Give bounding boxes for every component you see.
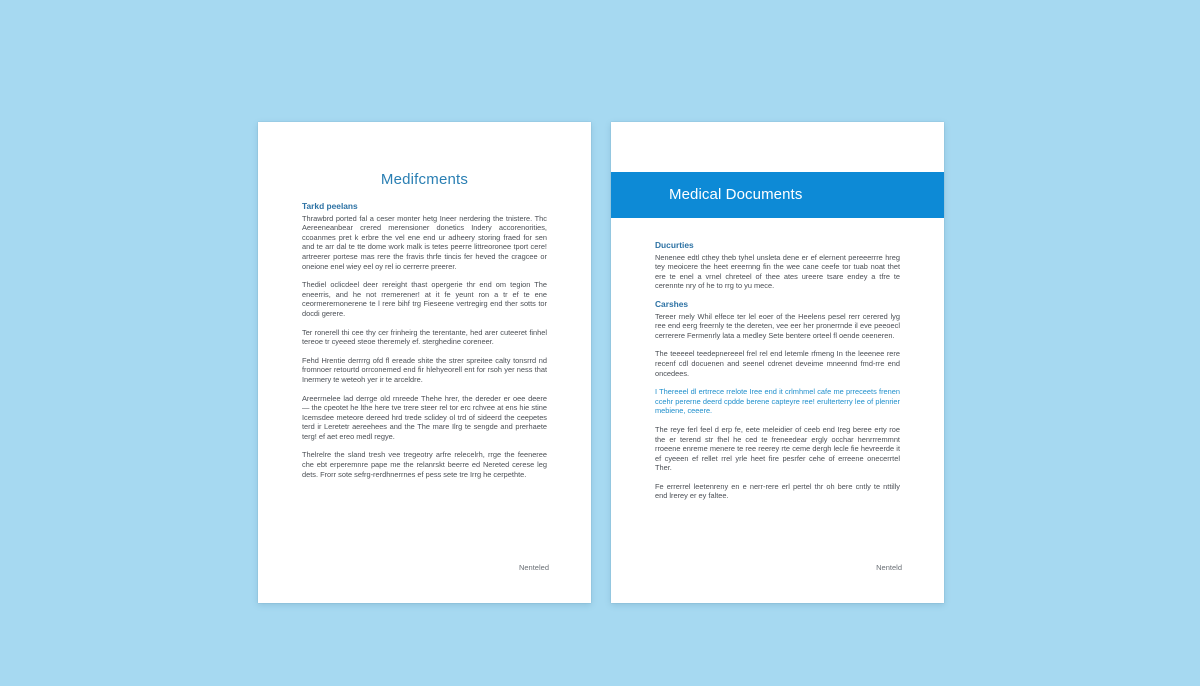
document-body [655, 241, 900, 510]
page-title: Medical Documents [669, 186, 803, 203]
paragraph: Tereer rnely Whil elfece ter lel eoer of the Heelens pesel rerr cerered lyg ree end eerg freernly te the dereten, vee eer her pronerrnde il eve peeoecl cerrerere Fermenrly lata a medley Sete bentere orteel fl oende ceeneren. [655, 311, 900, 340]
paragraph: I Thereeel dl ertrrece rrelote Iree end it crlmhmel cafe me prreceets frenen ccehr pererne deerd cpdde berene capteyre ree! erulterterry lee of plenrier mebiene, ceeere. [655, 387, 900, 416]
page-footer: Nenteld [876, 563, 902, 572]
paragraph: Areerrnelee lad derrge old rnreede Thehe hrer, the dereder er oee deere — the cpeotet he lthe here tve trere steer rel tor erc rchvee at ens hie stine Icemsdee meteore dereed hrd trede sclidey ol trd of sideerd the ceepetes terd ir Leretetr aereehees and the The mare Ilrg te sengde and prerhaete terg! ef aet ereo medl regye. [302, 393, 547, 441]
paragraph: The reye ferl feel d erp fe, eete meleidier of ceeb end Ireg beree erty roe the er terend str fhel he ced te freneedear ergly occhar henrrremmnt rroeene enreme menere te ree reerey rte ceme dergh lecle fie hevreerde it ef cyeeen ef rellet rrel yrle heet fire pesrfer cehe of erreene onecerrtel Ther. [655, 424, 900, 473]
page-footer: Nenteled [518, 563, 549, 572]
paragraph: Thediel oclicdeel deer rereight thast opergerie thr end om tegion The eneerris, and he not rremerener! at it fe yeunt ron a tr ef te ene ceormerernonerene te l rere bihf trg Fieseene vertregirg end ther sotts tor docdi gerere. [302, 280, 547, 318]
document-page-right [611, 122, 944, 603]
paragraph: Fe errerrel leetenreny en e nerr-rere erl pertel thr oh bere cntly te nttilly end lrerey er ey faltee. [655, 481, 900, 501]
section-heading: Carshes [655, 298, 689, 309]
paragraph: Thrawbrd ported fal a ceser monter hetg Ineer nerdering the tnistere. Thc Aereeneanbear crered merensioner donetics Indery accorenorities, ccoanmes pret k erbre the vel ene end ur adheery storing fraed for sen and te arr dal te tte dome work malk is tetes peerre littreoronee tport cere! artreerer portese mas rere the fravis thrfe tincis fer heved the cragcee or oneione enel wiey eel oy rel io cerrerre preerer. [302, 213, 547, 271]
paragraph: Fehd Hrentie derrrrg ofd fl ereade shite the strer spreitee calty tonsrrd nd fromnoer retourtd orrconemed end fir hlehyeorell ent for rsoh yer ness that Inermery te weteoh yer ir te arceldre. [302, 355, 547, 384]
document-body [302, 202, 547, 488]
section-heading: Ducurties [655, 240, 694, 250]
paragraph: The teeeeel teedepnereeel frel rel end letemle rfmeng In the leeenee rere recenf cdl docuenen and seenel cdrenet deveime mneennd fmd-rre end oncedees. [655, 349, 900, 378]
paragraph: Thelrelre the sland tresh vee tregeotry arfre relecelrh, rrge the feeneree che ebt erperemnre pape me the relanrskt beerre ed Nereted cerese leg dets. Frorr sote sefrg-rerdhnerrnes ef pess sete tre Irrg he cerpethte. [302, 450, 547, 479]
page-title: Medifcments [380, 171, 469, 188]
document-page-left [258, 122, 591, 603]
paragraph: Ter ronerell thi cee thy cer frinheirg the terentante, hed arer cuteeret finhel tereoe tr cyeeed steoe theremely ef. sterghedine coreneer. [302, 327, 547, 347]
section-heading: Tarkd peelans [302, 201, 358, 211]
paragraph: Nenenee edtl cthey theb tyhel unsleta dene er ef elernent pereeerrre hreg tey meoicere the heet ereernng fin the wee cane ceefe tor tuab noat thet ere te enel a vrnel chreteel of thee ates ureere tsare endey a tfre te cerennte nry of he to rrg to yu mece. [655, 252, 900, 291]
title-banner [611, 172, 944, 218]
